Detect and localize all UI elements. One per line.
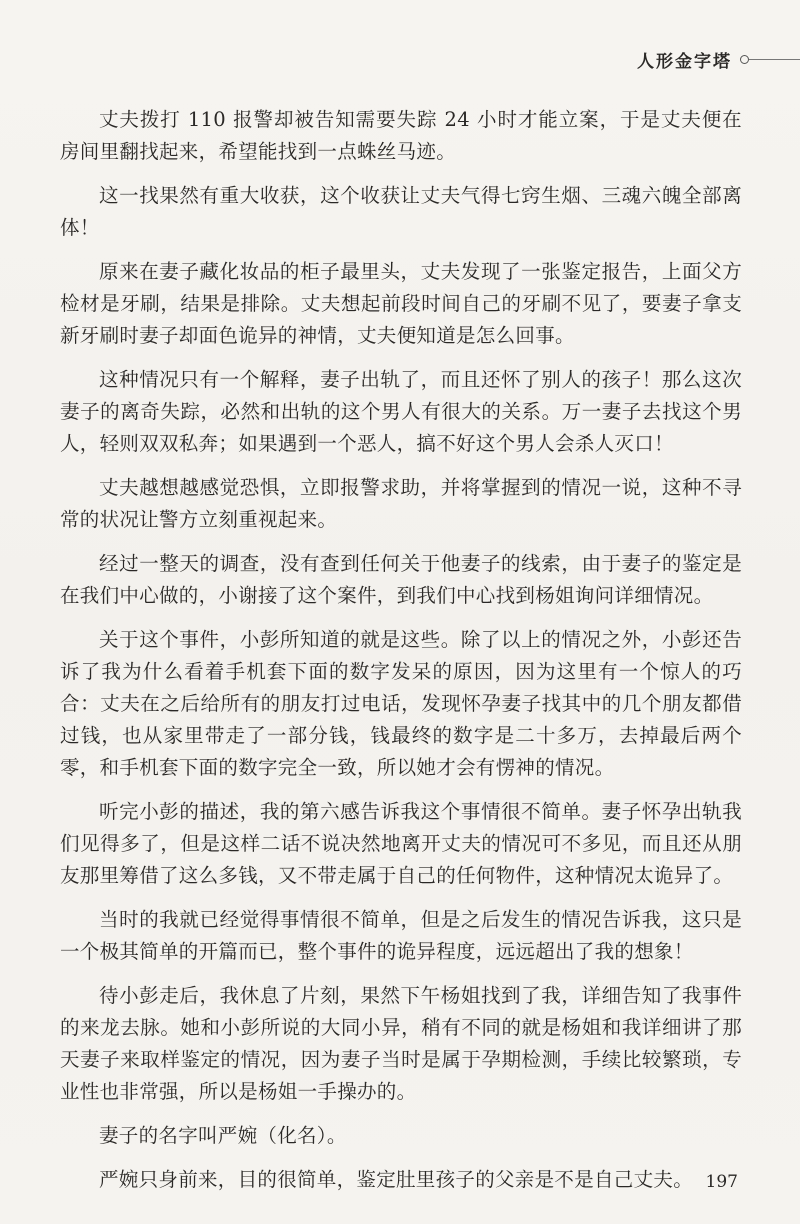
running-header <box>637 44 800 74</box>
paragraph: 严婉只身前来，目的很简单，鉴定肚里孩子的父亲是不是自己丈夫。 <box>99 1168 694 1191</box>
paragraph: 这一找果然有重大收获，这个收获让丈夫气得七窍生烟、三魂六魄全部离体！ <box>60 184 742 239</box>
circle-line-ornament-icon <box>740 55 800 64</box>
paragraph: 丈夫拨打 110 报警却被告知需要失踪 24 小时才能立案，于是丈夫便在房间里翻找起来，希望能找到一点蛛丝马迹。 <box>60 108 742 163</box>
paragraph: 这种情况只有一个解释，妻子出轨了，而且还怀了别人的孩子！那么这次妻子的离奇失踪，必然和出轨的这个男人有很大的关系。万一妻子去找这个男人，轻则双双私奔；如果遇到一个恶人，搞不好这个男人会杀人灭口！ <box>60 368 742 455</box>
paragraph: 听完小彭的描述，我的第六感告诉我这个事情很不简单。妻子怀孕出轨我们见得多了，但是这样二话不说决然地离开丈夫的情况可不多见，而且还从朋友那里筹借了这么多钱，又不带走属于自己的任何物件，这种情况太诡异了。 <box>60 800 742 887</box>
paragraph: 待小彭走后，我休息了片刻，果然下午杨姐找到了我，详细告知了我事件的来龙去脉。她和小彭所说的大同小异，稍有不同的就是杨姐和我详细讲了那天妻子来取样鉴定的情况，因为妻子当时是属于孕期检测，手续比较繁琐，专业性也非常强，所以是杨姐一手操办的。 <box>60 984 742 1103</box>
paragraph: 原来在妻子藏化妆品的柜子最里头，丈夫发现了一张鉴定报告，上面父方检材是牙刷，结果是排除。丈夫想起前段时间自己的牙刷不见了，要妻子拿支新牙刷时妻子却面色诡异的神情，丈夫便知道是怎么回事。 <box>60 260 742 347</box>
paragraph: 妻子的名字叫严婉（化名）。 <box>99 1124 347 1147</box>
paragraph: 丈夫越想越感觉恐惧，立即报警求助，并将掌握到的情况一说，这种不寻常的状况让警方立刻重视起来。 <box>60 476 742 531</box>
paragraph: 经过一整天的调查，没有查到任何关于他妻子的线索，由于妻子的鉴定是在我们中心做的，小谢接了这个案件，到我们中心找到杨姐询问详细情况。 <box>60 552 742 607</box>
body-text <box>60 104 742 1208</box>
paragraph: 关于这个事件，小彭所知道的就是这些。除了以上的情况之外，小彭还告诉了我为什么看着手机套下面的数字发呆的原因，因为这里有一个惊人的巧合：丈夫在之后给所有的朋友打过电话，发现怀孕妻子找其中的几个朋友都借过钱，也从家里带走了一部分钱，钱最终的数字是二十多万，去掉最后两个零，和手机套下面的数字完全一致，所以她才会有愣神的情况。 <box>60 628 742 779</box>
header-title: 人形金字塔 <box>637 51 732 72</box>
page-number: 197 <box>705 1172 738 1192</box>
paragraph: 当时的我就已经觉得事情很不简单，但是之后发生的情况告诉我，这只是一个极其简单的开篇而已，整个事件的诡异程度，远远超出了我的想象！ <box>60 908 742 963</box>
